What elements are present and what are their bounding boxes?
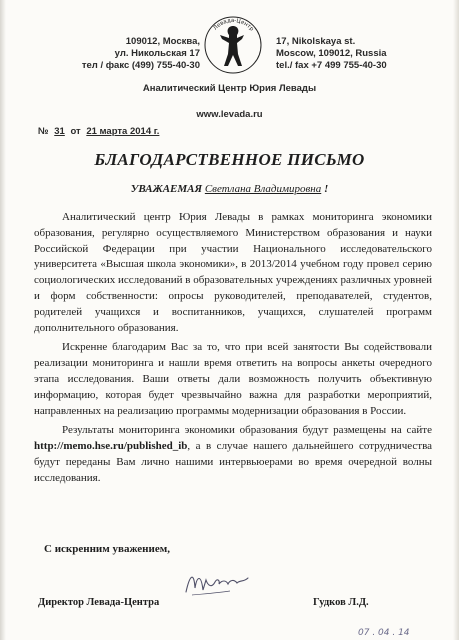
closing: С искренним уважением,	[44, 543, 170, 555]
paragraph-3	[34, 423, 432, 486]
number-label: №	[38, 126, 49, 137]
phone-line: tel./ fax +7 499 755-40-30	[276, 60, 387, 71]
levada-logo	[202, 14, 264, 76]
letter-number: 31	[54, 126, 65, 137]
salutation-suffix: !	[324, 183, 329, 195]
director-label: Директор Левада-Центра	[38, 597, 160, 608]
paragraph-1: Аналитический центр Юрия Левады в рамках мониторинга экономики образования, регулярно осуществляемого Министерством образования и науки Российской Федерации при участии Национального исследовательского университета «Высшая школа экономики», в 2013/2014 учебном году провел серию социологических исследований в образовательных учреждениях различных уровней и форм собственности: опросы руководителей, преподавателей, студентов, родителей учащихся и воспитанников, учащихся, слушателей программ дополнительного образования.	[34, 211, 432, 334]
salutation	[0, 183, 459, 195]
letter-date: 21 марта 2014 г.	[86, 126, 160, 137]
address-english	[276, 36, 426, 72]
letter-body	[34, 210, 432, 491]
address-line: 109012, Москва,	[125, 36, 200, 47]
paragraph-3-start: Результаты мониторинга экономики образования будут размещены на сайте	[62, 424, 432, 437]
paragraph-2: Искренне благодарим Вас за то, что при всей занятости Вы содействовали реализации мониторинга и нашли время ответить на вопросы анкеты очередного этапа исследования. Ваши ответы дали возможность получить объективную информацию, которая будет чрезвычайно важна для разработки мероприятий, направленных на реализацию программы модернизации образования в России.	[34, 341, 432, 417]
website-link: www.levada.ru	[196, 109, 263, 120]
date-label: от	[70, 126, 81, 137]
handwritten-signature	[182, 568, 252, 600]
scan-edge-left	[0, 0, 6, 640]
salutation-prefix: УВАЖАЕМАЯ	[130, 183, 203, 195]
phone-line: тел / факс (499) 755-40-30	[81, 60, 200, 71]
scan-edge-right	[453, 0, 459, 640]
recipient-name: Светлана Владимировна	[204, 183, 322, 195]
address-line: 17, Nikolskaya st.	[276, 36, 356, 47]
address-line: ул. Никольская 17	[114, 48, 200, 59]
letter-reference	[38, 126, 162, 137]
paragraph-3-end: , а в случае нашего дальнейшего сотрудничества будут переданы Вам лично нашими интервьюерами во время очередной волны исследования.	[34, 440, 432, 484]
address-russian	[60, 36, 200, 72]
logo-text: Левада-Центр	[212, 17, 255, 33]
organization-name: Аналитический Центр Юрия Левады	[142, 83, 317, 94]
handwritten-date: 07 . 04 . 14	[358, 628, 410, 638]
results-url: http://memo.hse.ru/published_ib	[34, 440, 188, 453]
signer-name: Гудков Л.Д.	[313, 597, 369, 608]
address-line: Moscow, 109012, Russia	[276, 48, 387, 59]
letter-title: БЛАГОДАРСТВЕННОЕ ПИСЬМО	[94, 150, 365, 169]
